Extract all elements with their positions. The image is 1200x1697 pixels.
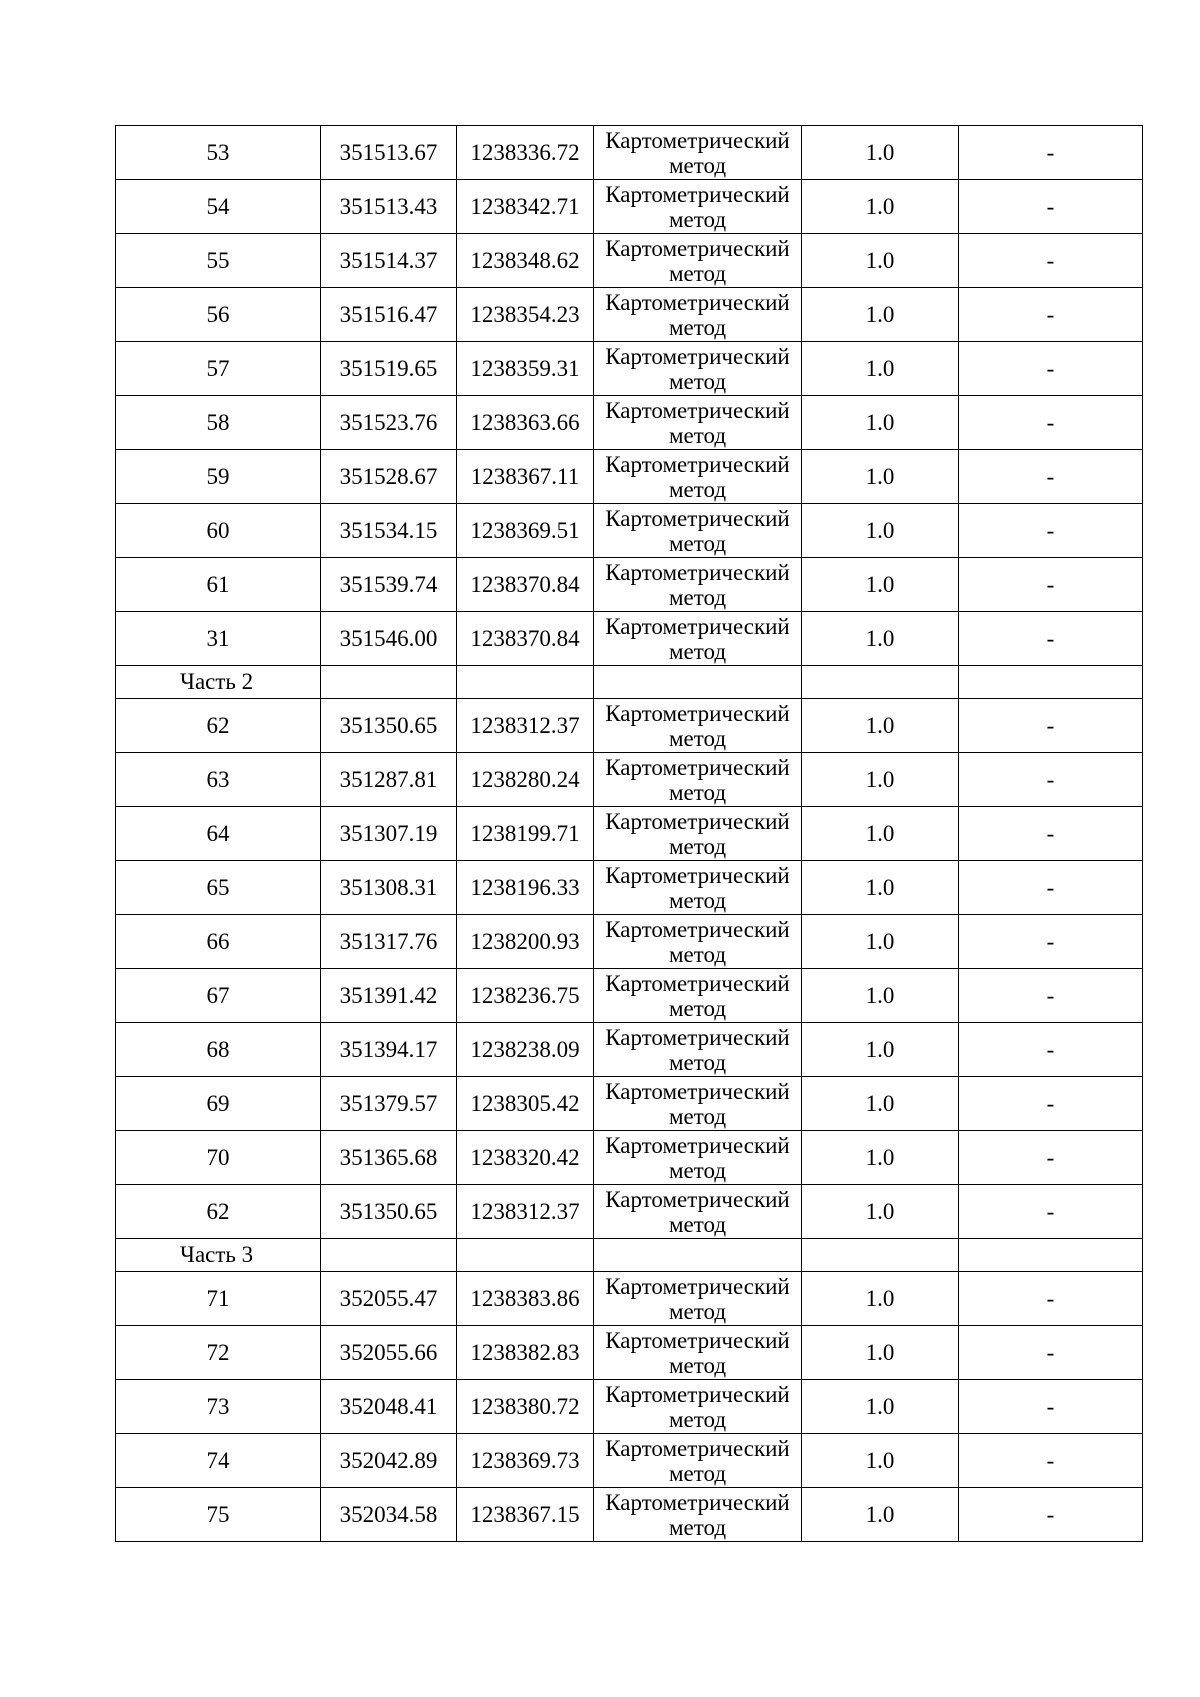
description-cell: - [959,396,1143,450]
accuracy-cell: 1.0 [802,234,959,288]
point-number-cell: 56 [116,288,321,342]
y-coordinate-cell: 1238354.23 [457,288,594,342]
method-cell [594,234,802,288]
table-row [116,969,1143,1023]
method-line-1: Картометрический [605,1186,790,1212]
part-label: Часть 2 [116,666,321,699]
accuracy-cell: 1.0 [802,807,959,861]
x-coordinate-cell: 351516.47 [321,288,457,342]
accuracy-cell: 1.0 [802,180,959,234]
method-line-2: метод [668,941,727,967]
table-row [116,126,1143,180]
accuracy-cell: 1.0 [802,753,959,807]
method-cell [594,504,802,558]
point-number-cell: 63 [116,753,321,807]
accuracy-cell: 1.0 [802,612,959,666]
description-cell: - [959,234,1143,288]
method-line-1: Картометрический [605,1381,790,1407]
accuracy-cell: 1.0 [802,1434,959,1488]
method-cell [594,1434,802,1488]
accuracy-cell: 1.0 [802,969,959,1023]
point-number-cell: 60 [116,504,321,558]
description-cell: - [959,1077,1143,1131]
table-row [116,180,1143,234]
method-cell [594,699,802,753]
y-coordinate-cell: 1238369.51 [457,504,594,558]
description-cell: - [959,1488,1143,1542]
y-coordinate-cell: 1238382.83 [457,1326,594,1380]
method-line-1: Картометрический [605,559,790,585]
point-number-cell: 62 [116,699,321,753]
table-row [116,450,1143,504]
method-line-2: метод [668,368,727,394]
x-coordinate-cell: 351379.57 [321,1077,457,1131]
point-number-cell: 65 [116,861,321,915]
method-line-1: Картометрический [605,343,790,369]
description-cell: - [959,1185,1143,1239]
accuracy-cell: 1.0 [802,1272,959,1326]
y-coordinate-cell: 1238359.31 [457,342,594,396]
method-cell [594,915,802,969]
method-line-1: Картометрический [605,970,790,996]
table-row [116,1434,1143,1488]
method-line-2: метод [668,887,727,913]
description-cell: - [959,180,1143,234]
x-coordinate-cell: 351519.65 [321,342,457,396]
point-number-cell: 70 [116,1131,321,1185]
description-cell: - [959,1023,1143,1077]
table-row [116,1380,1143,1434]
method-line-1: Картометрический [605,1489,790,1515]
table-row [116,861,1143,915]
point-number-cell: 73 [116,1380,321,1434]
table-row [116,1131,1143,1185]
method-line-2: метод [668,314,727,340]
y-coordinate-cell: 1238312.37 [457,699,594,753]
x-coordinate-cell: 351317.76 [321,915,457,969]
method-line-2: метод [668,1460,727,1486]
method-line-2: метод [668,476,727,502]
y-coordinate-cell: 1238336.72 [457,126,594,180]
method-cell [594,753,802,807]
method-line-1: Картометрический [605,235,790,261]
method-line-2: метод [668,1103,727,1129]
point-number-cell: 75 [116,1488,321,1542]
table-row [116,288,1143,342]
point-number-cell: 74 [116,1434,321,1488]
x-coordinate-cell: 351350.65 [321,1185,457,1239]
x-coordinate-cell: 351523.76 [321,396,457,450]
method-cell [594,1185,802,1239]
method-line-1: Картометрический [605,289,790,315]
method-line-2: метод [668,1298,727,1324]
method-line-1: Картометрический [605,754,790,780]
point-number-cell: 55 [116,234,321,288]
method-line-1: Картометрический [605,127,790,153]
point-number-cell: 66 [116,915,321,969]
description-cell: - [959,1434,1143,1488]
part-header-row [116,1239,1143,1272]
method-line-1: Картометрический [605,1327,790,1353]
accuracy-cell: 1.0 [802,288,959,342]
y-coordinate-cell: 1238199.71 [457,807,594,861]
method-line-2: метод [668,260,727,286]
method-line-2: метод [668,779,727,805]
method-cell [594,1326,802,1380]
x-coordinate-cell: 351307.19 [321,807,457,861]
description-cell: - [959,861,1143,915]
description-cell: - [959,288,1143,342]
description-cell: - [959,126,1143,180]
method-line-1: Картометрический [605,700,790,726]
point-number-cell: 54 [116,180,321,234]
accuracy-cell: 1.0 [802,1077,959,1131]
empty-cell [959,666,1143,699]
method-line-2: метод [668,1049,727,1075]
y-coordinate-cell: 1238369.73 [457,1434,594,1488]
y-coordinate-cell: 1238367.11 [457,450,594,504]
description-cell: - [959,1326,1143,1380]
empty-cell [594,1239,802,1272]
method-line-1: Картометрический [605,1078,790,1104]
accuracy-cell: 1.0 [802,915,959,969]
method-line-2: метод [668,638,727,664]
empty-cell [802,1239,959,1272]
x-coordinate-cell: 351534.15 [321,504,457,558]
description-cell: - [959,612,1143,666]
accuracy-cell: 1.0 [802,861,959,915]
description-cell: - [959,699,1143,753]
description-cell: - [959,753,1143,807]
empty-cell [321,666,457,699]
description-cell: - [959,342,1143,396]
point-number-cell: 62 [116,1185,321,1239]
accuracy-cell: 1.0 [802,450,959,504]
accuracy-cell: 1.0 [802,342,959,396]
method-line-2: метод [668,1211,727,1237]
method-line-2: метод [668,530,727,556]
table-row [116,396,1143,450]
x-coordinate-cell: 351391.42 [321,969,457,1023]
description-cell: - [959,504,1143,558]
method-line-1: Картометрический [605,862,790,888]
point-number-cell: 67 [116,969,321,1023]
empty-cell [457,666,594,699]
x-coordinate-cell: 352048.41 [321,1380,457,1434]
table-row [116,558,1143,612]
coordinates-table [115,125,1143,1542]
method-line-1: Картометрический [605,505,790,531]
method-line-2: метод [668,206,727,232]
point-number-cell: 69 [116,1077,321,1131]
method-line-2: метод [668,725,727,751]
method-line-1: Картометрический [605,1132,790,1158]
method-cell [594,969,802,1023]
method-cell [594,1077,802,1131]
point-number-cell: 53 [116,126,321,180]
x-coordinate-cell: 351514.37 [321,234,457,288]
table-row [116,753,1143,807]
y-coordinate-cell: 1238383.86 [457,1272,594,1326]
y-coordinate-cell: 1238200.93 [457,915,594,969]
method-line-1: Картометрический [605,397,790,423]
method-cell [594,126,802,180]
method-line-2: метод [668,1352,727,1378]
part-header-row [116,666,1143,699]
method-line-2: метод [668,152,727,178]
description-cell: - [959,558,1143,612]
point-number-cell: 71 [116,1272,321,1326]
x-coordinate-cell: 351546.00 [321,612,457,666]
method-cell [594,807,802,861]
accuracy-cell: 1.0 [802,1326,959,1380]
x-coordinate-cell: 352055.47 [321,1272,457,1326]
description-cell: - [959,915,1143,969]
description-cell: - [959,1380,1143,1434]
method-cell [594,180,802,234]
x-coordinate-cell: 351539.74 [321,558,457,612]
accuracy-cell: 1.0 [802,126,959,180]
table-row [116,915,1143,969]
x-coordinate-cell: 351513.43 [321,180,457,234]
table-row [116,699,1143,753]
table-row [116,342,1143,396]
method-line-2: метод [668,995,727,1021]
y-coordinate-cell: 1238320.42 [457,1131,594,1185]
accuracy-cell: 1.0 [802,504,959,558]
method-cell [594,342,802,396]
method-line-1: Картометрический [605,181,790,207]
x-coordinate-cell: 351308.31 [321,861,457,915]
accuracy-cell: 1.0 [802,1185,959,1239]
y-coordinate-cell: 1238367.15 [457,1488,594,1542]
x-coordinate-cell: 351394.17 [321,1023,457,1077]
accuracy-cell: 1.0 [802,699,959,753]
method-cell [594,1380,802,1434]
accuracy-cell: 1.0 [802,396,959,450]
method-line-2: метод [668,584,727,610]
method-cell [594,1023,802,1077]
method-line-1: Картометрический [605,1435,790,1461]
table-row [116,504,1143,558]
y-coordinate-cell: 1238380.72 [457,1380,594,1434]
y-coordinate-cell: 1238196.33 [457,861,594,915]
x-coordinate-cell: 352034.58 [321,1488,457,1542]
method-cell [594,1488,802,1542]
point-number-cell: 68 [116,1023,321,1077]
y-coordinate-cell: 1238342.71 [457,180,594,234]
point-number-cell: 59 [116,450,321,504]
method-cell [594,1131,802,1185]
x-coordinate-cell: 352042.89 [321,1434,457,1488]
point-number-cell: 64 [116,807,321,861]
x-coordinate-cell: 351365.68 [321,1131,457,1185]
method-line-1: Картометрический [605,808,790,834]
table-row [116,1488,1143,1542]
y-coordinate-cell: 1238280.24 [457,753,594,807]
part-label: Часть 3 [116,1239,321,1272]
method-cell [594,1272,802,1326]
method-line-1: Картометрический [605,613,790,639]
empty-cell [457,1239,594,1272]
method-line-2: метод [668,1406,727,1432]
method-line-2: метод [668,1157,727,1183]
method-cell [594,450,802,504]
description-cell: - [959,807,1143,861]
y-coordinate-cell: 1238312.37 [457,1185,594,1239]
description-cell: - [959,969,1143,1023]
accuracy-cell: 1.0 [802,1380,959,1434]
description-cell: - [959,1272,1143,1326]
y-coordinate-cell: 1238363.66 [457,396,594,450]
method-line-1: Картометрический [605,1024,790,1050]
description-cell: - [959,450,1143,504]
method-cell [594,558,802,612]
y-coordinate-cell: 1238348.62 [457,234,594,288]
accuracy-cell: 1.0 [802,1488,959,1542]
table-row [116,1077,1143,1131]
x-coordinate-cell: 351287.81 [321,753,457,807]
empty-cell [959,1239,1143,1272]
method-line-1: Картометрический [605,916,790,942]
method-cell [594,612,802,666]
x-coordinate-cell: 351528.67 [321,450,457,504]
y-coordinate-cell: 1238305.42 [457,1077,594,1131]
table-row [116,807,1143,861]
method-cell [594,288,802,342]
y-coordinate-cell: 1238236.75 [457,969,594,1023]
table-row [116,1185,1143,1239]
table-row [116,612,1143,666]
accuracy-cell: 1.0 [802,1131,959,1185]
y-coordinate-cell: 1238370.84 [457,558,594,612]
table-row [116,234,1143,288]
coordinates-table-body [116,126,1143,1542]
method-line-1: Картометрический [605,1273,790,1299]
accuracy-cell: 1.0 [802,1023,959,1077]
x-coordinate-cell: 351513.67 [321,126,457,180]
table-row [116,1272,1143,1326]
method-line-1: Картометрический [605,451,790,477]
empty-cell [802,666,959,699]
method-cell [594,861,802,915]
method-line-2: метод [668,422,727,448]
description-cell: - [959,1131,1143,1185]
empty-cell [594,666,802,699]
method-line-2: метод [668,833,727,859]
method-cell [594,396,802,450]
point-number-cell: 31 [116,612,321,666]
point-number-cell: 57 [116,342,321,396]
point-number-cell: 61 [116,558,321,612]
method-line-2: метод [668,1514,727,1540]
accuracy-cell: 1.0 [802,558,959,612]
table-row [116,1023,1143,1077]
point-number-cell: 72 [116,1326,321,1380]
point-number-cell: 58 [116,396,321,450]
y-coordinate-cell: 1238238.09 [457,1023,594,1077]
table-row [116,1326,1143,1380]
y-coordinate-cell: 1238370.84 [457,612,594,666]
empty-cell [321,1239,457,1272]
x-coordinate-cell: 351350.65 [321,699,457,753]
x-coordinate-cell: 352055.66 [321,1326,457,1380]
